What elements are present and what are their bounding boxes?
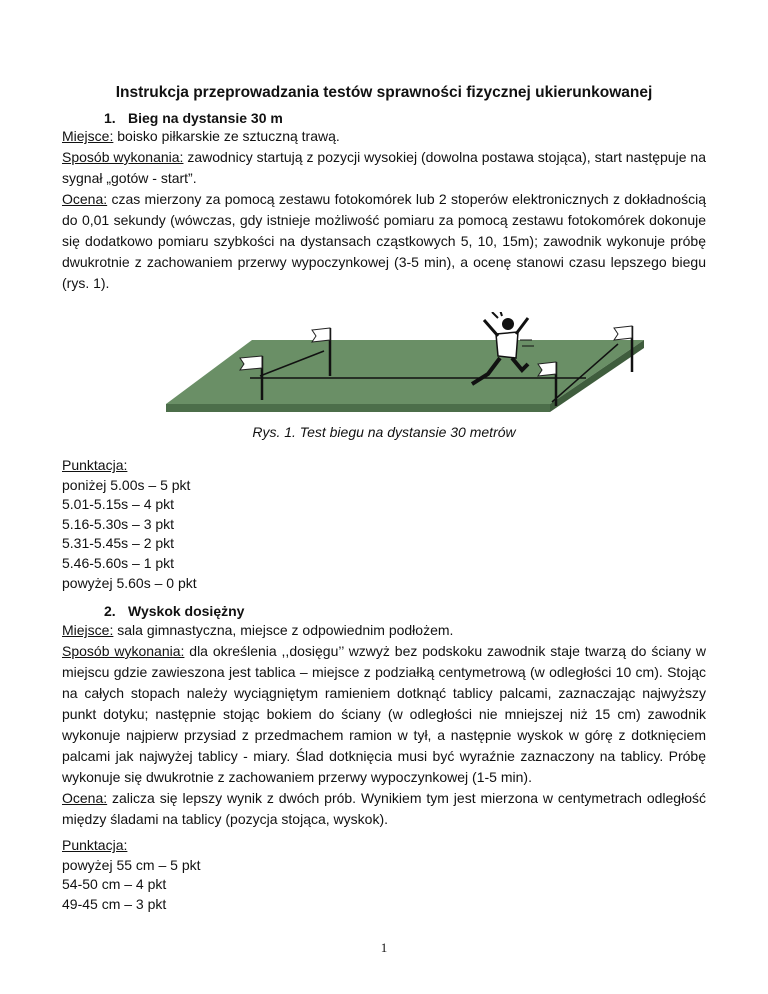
score-item: powyżej 5.60s – 0 pkt <box>62 574 197 591</box>
eval-label: Ocena: <box>62 790 108 806</box>
method-label: Sposób wykonania: <box>62 643 185 659</box>
section-1-eval <box>62 189 706 294</box>
score-item: 5.46-5.60s – 1 pkt <box>62 554 175 571</box>
document-title: Instrukcja przeprowadzania testów sprawności fizycznej ukierunkowanej <box>115 84 653 101</box>
page-number: 1 <box>380 940 388 955</box>
section-1-body <box>62 126 706 294</box>
section-2-place <box>62 620 706 641</box>
score-item: 49-45 cm – 3 pkt <box>62 895 167 912</box>
section-2-eval <box>62 788 706 830</box>
sprint-test-illustration <box>166 312 652 418</box>
method-text: zawodnicy startują z pozycji wysokiej (dowolna postawa stojąca), start następuje na sygnał „gotów - start”. <box>62 149 706 186</box>
section-1-place <box>62 126 706 147</box>
place-text: boisko piłkarskie ze sztuczną trawą. <box>113 128 340 144</box>
section-1-title: Bieg na dystansie 30 m <box>128 110 283 126</box>
place-label: Miejsce: <box>62 622 114 638</box>
section-2-number: 2. <box>104 603 116 619</box>
eval-label: Ocena: <box>62 191 108 207</box>
eval-text: zalicza się lepszy wynik z dwóch prób. Wynikiem tym jest mierzona w centymetrach odległość między śladami na tablicy (pozycja stojąca, wyskok). <box>62 790 706 827</box>
score-item: 5.16-5.30s – 3 pkt <box>62 515 175 532</box>
method-text: dla określenia ,,dosięgu’’ wzwyż bez podskoku zawodnik staje twarzą do ściany w miejscu gdzie zawieszona jest tablica – miejsce z podziałką centymetrową (w odległości 10 cm). Stojąc na całych stopach należy wyciągniętym ramieniem dotknąć tablicy palcami, zaznaczając najwyższy punkt dotyku; następnie stojąc bokiem do ściany (w odległości nie mniejszej niż 15 cm) zawodnik wykonuje najpierw przysiad z przedmachem ramion w tył, a następnie wyskok w górę z dotknięciem palcami jak najwyżej tablicy - miary. Ślad dotknięcia musi być wyraźnie zaznaczony na tablicy. Próbę wykonuje się dwukrotnie z zachowaniem przerwy wypoczynkowej (1-5 min). <box>62 643 706 785</box>
section-2-body <box>62 620 706 830</box>
score-item: powyżej 55 cm – 5 pkt <box>62 856 201 873</box>
section-1-method <box>62 147 706 189</box>
place-label: Miejsce: <box>62 128 114 144</box>
method-label: Sposób wykonania: <box>62 149 184 165</box>
section-1-heading <box>104 110 283 126</box>
section-2-heading <box>104 603 244 619</box>
section-1-number: 1. <box>104 110 116 126</box>
figure-caption: Rys. 1. Test biegu na dystansie 30 metrów <box>252 424 516 440</box>
section-1-scores <box>62 456 197 593</box>
score-item: poniżej 5.00s – 5 pkt <box>62 476 191 493</box>
section-2-title: Wyskok dosiężny <box>128 603 245 619</box>
scores-label: Punktacja: <box>62 837 128 853</box>
score-item: 54-50 cm – 4 pkt <box>62 876 167 893</box>
section-2-method <box>62 641 706 788</box>
field-front-edge <box>166 404 550 412</box>
score-item: 5.31-5.45s – 2 pkt <box>62 535 175 552</box>
score-item: 5.01-5.15s – 4 pkt <box>62 496 175 513</box>
scores-label: Punktacja: <box>62 457 128 473</box>
section-2-scores <box>62 836 201 914</box>
eval-text: czas mierzony za pomocą zestawu fotokomórek lub 2 stoperów elektronicznych z dokładnością do 0,01 sekundy (wówczas, gdy istnieje możliwość pomiaru za pomocą zestawu fotokomórek dokonuje się dodatkowo pomiaru szybkości na dystansach cząstkowych 5, 10, 15m); zawodnik wykonuje próbę dwukrotnie z zachowaniem przerwy wypoczynkowej (3-5 min), a ocenę stanowi czasu lepszego biegu (rys. 1). <box>62 191 706 291</box>
place-text: sala gimnastyczna, miejsce z odpowiednim podłożem. <box>113 622 454 638</box>
